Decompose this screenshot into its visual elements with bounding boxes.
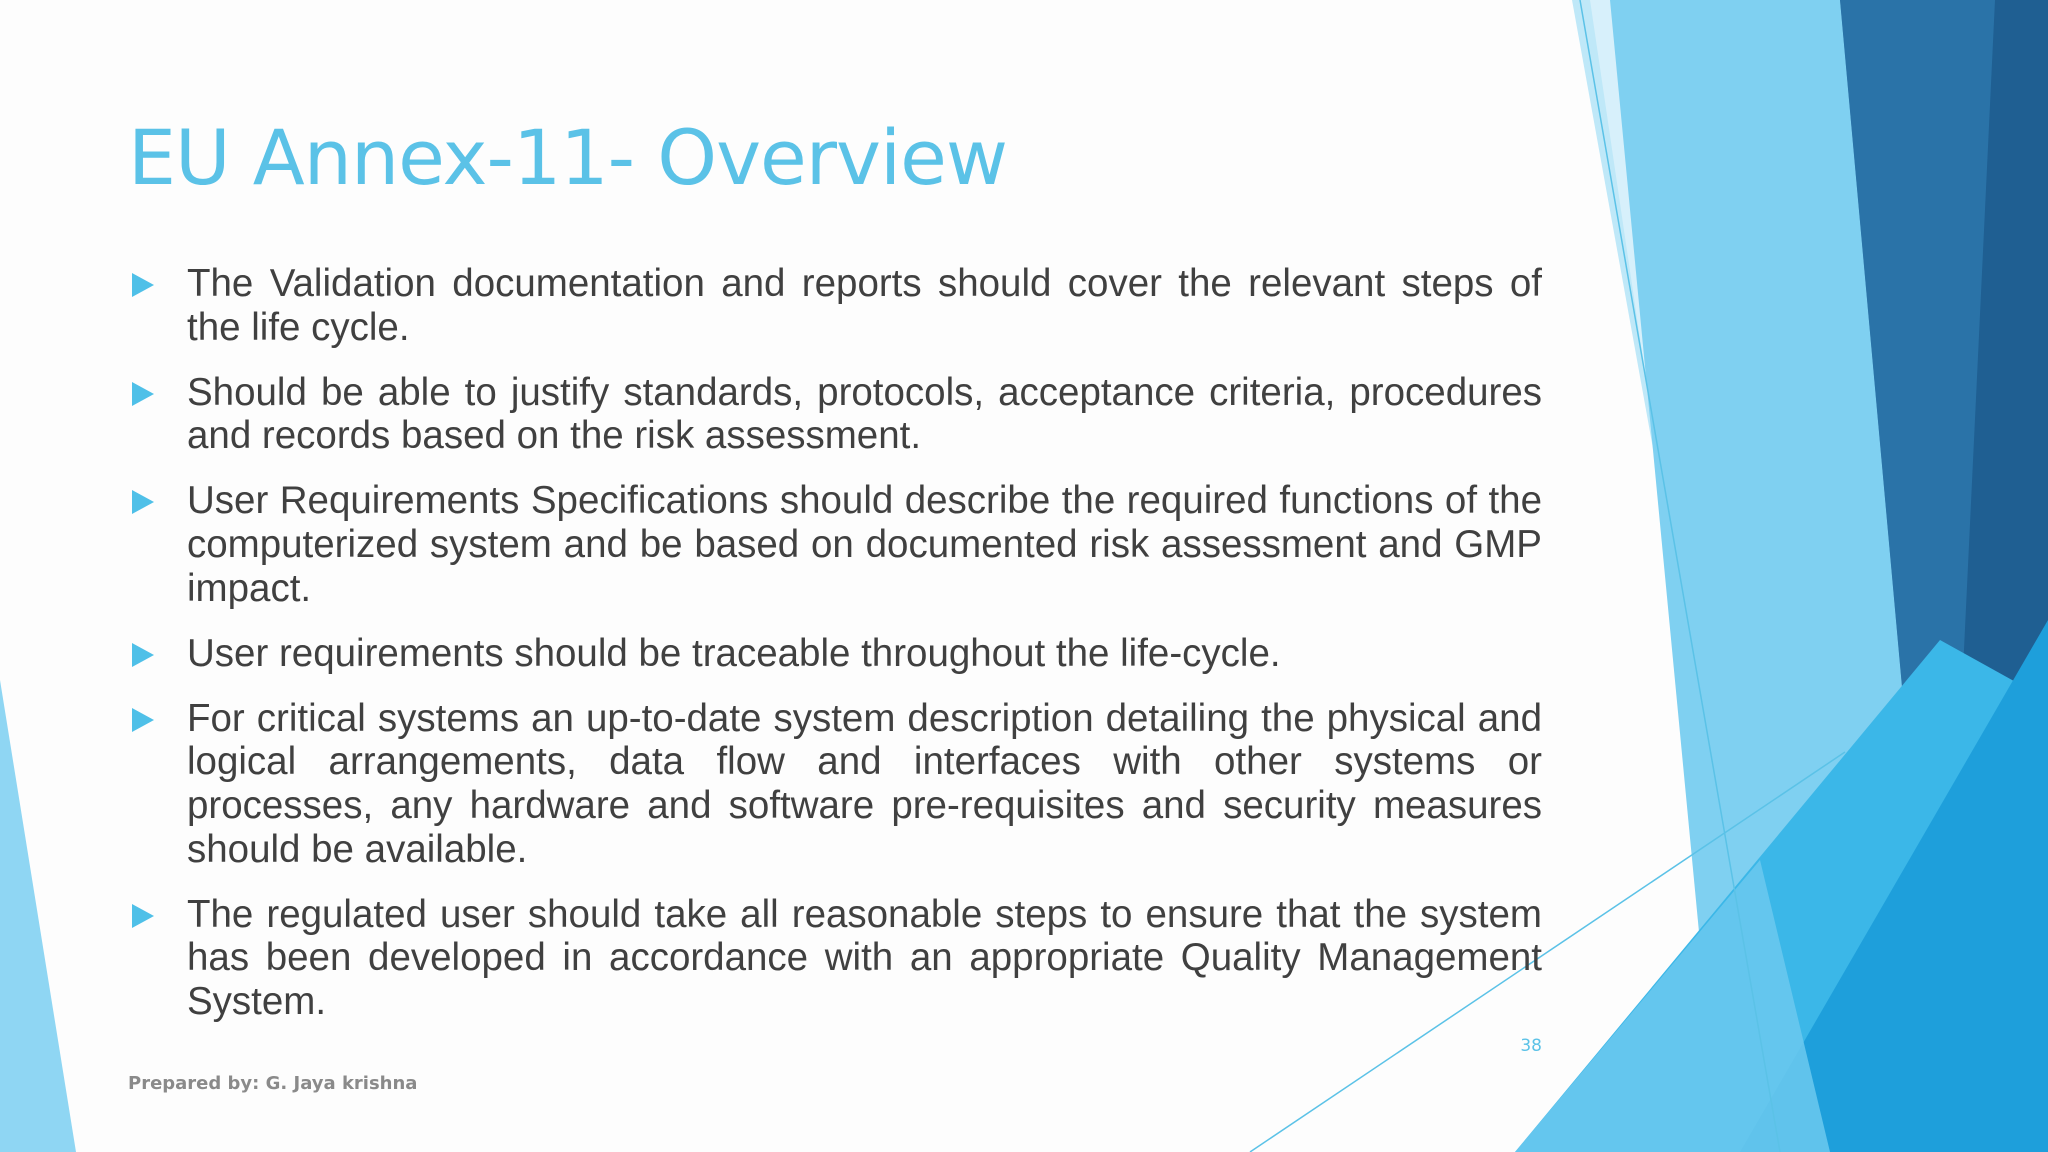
triangle-right-icon (132, 490, 154, 514)
bullet-list (128, 262, 1542, 1045)
bullet-text: The regulated user should take all reasonable steps to ensure that the system has been developed in accordance with an appropriate Quality Management System. (187, 892, 1542, 1023)
bullet-item (128, 632, 1542, 676)
page-number: 38 (1520, 1036, 1542, 1056)
footer-credit: Prepared by: G. Jaya krishna (128, 1073, 418, 1094)
bullet-item (128, 479, 1542, 610)
bullet-text: User requirements should be traceable throughout the life-cycle. (187, 631, 1281, 675)
slide-title: EU Annex-11- Overview (128, 113, 1008, 202)
bullet-item (128, 371, 1542, 458)
bullet-item (128, 697, 1542, 871)
bullet-text: User Requirements Specifications should describe the required functions of the computerized system and be based on documented risk assessment and GMP impact. (187, 479, 1542, 610)
triangle-right-icon (132, 273, 154, 297)
triangle-right-icon (132, 904, 154, 928)
bullet-text: The Validation documentation and reports should cover the relevant steps of the life cycle. (187, 262, 1542, 349)
bullet-text: Should be able to justify standards, protocols, acceptance criteria, procedures and records based on the risk assessment. (187, 370, 1542, 458)
bullet-item (128, 893, 1542, 1024)
triangle-right-icon (132, 708, 154, 732)
triangle-right-icon (132, 382, 154, 406)
left-accent-shape (0, 680, 76, 1152)
bullet-text: For critical systems an up-to-date system description detailing the physical and logical arrangements, data flow and interfaces with other systems or processes, any hardware and software pre-requisites and security measures should be available. (187, 696, 1542, 871)
triangle-right-icon (132, 643, 154, 667)
bullet-item (128, 262, 1542, 349)
